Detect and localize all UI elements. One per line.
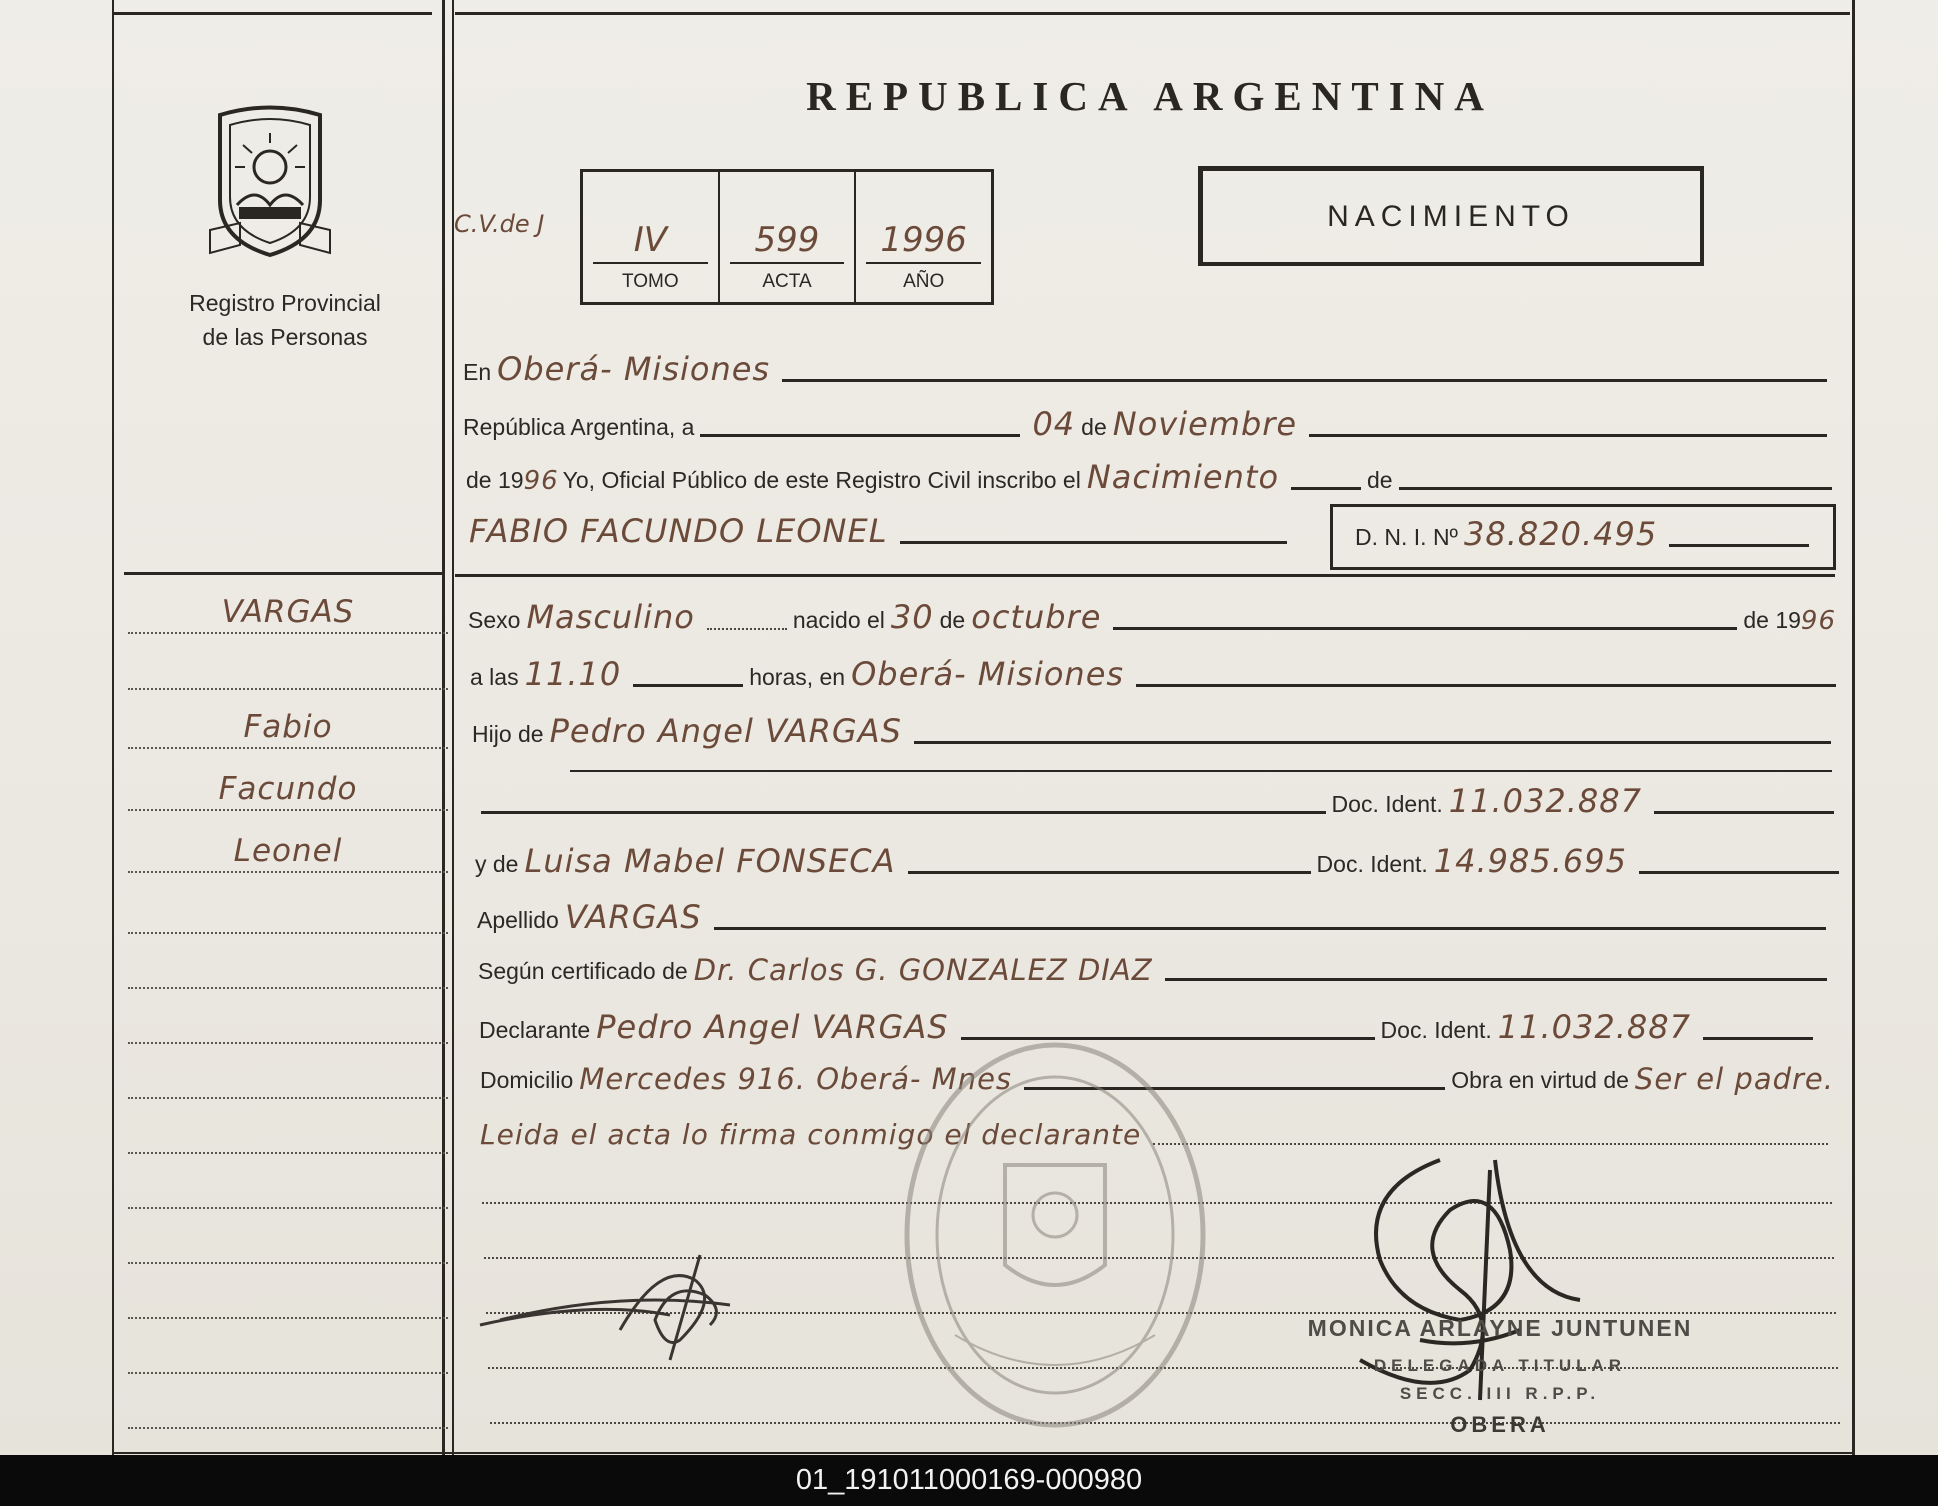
margin-note-row [128, 1100, 448, 1154]
nacido-label: nacido el [792, 607, 885, 633]
row-madre [475, 842, 1845, 880]
sexo-label: Sexo [468, 607, 521, 633]
right-border [1852, 0, 1855, 1455]
left-section-rule [124, 572, 442, 575]
provincia-misiones-seal-icon [205, 105, 335, 260]
file-id-caption: 01_191011000169-000980 [0, 1455, 1938, 1506]
margin-note-row [128, 819, 448, 873]
place-value: Oberá- Misiones [497, 350, 771, 388]
domicilio-label: Domicilio [480, 1067, 574, 1093]
declarant-signature-icon [470, 1220, 790, 1370]
de-label-3: de [939, 607, 966, 633]
month-value: Noviembre [1112, 405, 1298, 443]
day-value: 04 [1032, 405, 1076, 443]
country-title: REPUBLICA ARGENTINA [806, 73, 1494, 119]
hour-value: 11.10 [524, 655, 622, 693]
obra-value: Ser el padre. [1634, 1062, 1834, 1096]
margin-note-row [128, 695, 448, 749]
de-label-2: de [1367, 467, 1393, 493]
declarante-doc-label: Doc. Ident. [1380, 1017, 1492, 1043]
row-nombre [463, 512, 1293, 550]
margin-note-row [128, 1210, 448, 1264]
act-type-value: Nacimiento [1086, 458, 1280, 496]
margin-note-name-2: Facundo [218, 771, 358, 807]
birth-year-value: 96 [1800, 606, 1836, 636]
top-rule-right [455, 12, 1850, 15]
margin-note-surname: VARGAS [221, 594, 355, 630]
row-inscripcion [466, 458, 1838, 496]
margin-note-row [128, 1045, 448, 1099]
dni-label: D. N. I. Nº [1355, 524, 1458, 550]
official-block [1270, 1315, 1730, 1438]
domicilio-value: Mercedes 916. Oberá- Mnes [579, 1062, 1013, 1096]
anio-value: 1996 [880, 220, 967, 260]
declarante-label: Declarante [479, 1017, 591, 1043]
declarante-value: Pedro Angel VARGAS [596, 1008, 949, 1046]
father-doc-value: 11.032.887 [1448, 782, 1642, 820]
margin-note-row [128, 1320, 448, 1374]
birth-day-value: 30 [890, 598, 934, 636]
obra-label: Obra en virtud de [1451, 1067, 1629, 1093]
father-value: Pedro Angel VARGAS [549, 712, 902, 750]
apellido-value: VARGAS [564, 898, 702, 936]
margin-note-row [128, 990, 448, 1044]
child-name-value: FABIO FACUNDO LEONEL [469, 512, 888, 550]
tomo-cell [583, 172, 718, 302]
father-continuation-line [570, 770, 1832, 772]
margin-note-row [128, 880, 448, 934]
sexo-value: Masculino [526, 598, 695, 636]
registry-name [140, 286, 430, 354]
bottom-rule [112, 1452, 1852, 1454]
document-type: NACIMIENTO [1327, 200, 1575, 233]
main-section-rule [455, 574, 1835, 577]
apellido-label: Apellido [477, 907, 559, 933]
doctor-value: Dr. Carlos G. GONZALEZ DIAZ [693, 953, 1153, 987]
row-hora [470, 655, 1842, 693]
de-label: de [1081, 414, 1107, 440]
dni-value: 38.820.495 [1463, 515, 1658, 553]
segun-label: Según certificado de [478, 958, 688, 984]
official-title: DELEGADA TITULAR [1373, 1356, 1627, 1375]
a-las-label: a las [470, 664, 519, 690]
de19-label: de 19 [466, 467, 524, 493]
de19b-label: de 19 [1743, 607, 1801, 633]
margin-note-name-3: Leonel [233, 833, 343, 869]
margin-note-row [128, 935, 448, 989]
registry-stamp-icon [895, 1035, 1215, 1435]
row-sexo [468, 598, 1840, 636]
registration-box [580, 169, 994, 305]
margin-note-row [128, 1155, 448, 1209]
top-rule-left [112, 12, 432, 15]
official-section: SECC. III R.P.P. [1399, 1384, 1601, 1403]
yo-label: Yo, Oficial Público de este Registro Civil inscribo el [562, 467, 1081, 493]
document-type-box [1198, 166, 1704, 266]
row-apellido [477, 898, 1832, 936]
declarante-doc-value: 11.032.887 [1497, 1008, 1691, 1046]
closing-value: Leida el acta lo firma conmigo el declarante [480, 1118, 1142, 1151]
margin-note-name-1: Fabio [243, 709, 333, 745]
row-certificado [478, 953, 1833, 987]
dni-box [1330, 504, 1836, 570]
cv-note: C.V.de J [454, 210, 545, 238]
margin-note-row [128, 1375, 448, 1429]
acta-label: ACTA [762, 271, 812, 292]
left-border [112, 0, 114, 1455]
y-de-label: y de [475, 851, 519, 877]
margin-note-row [128, 757, 448, 811]
birth-month-value: octubre [971, 598, 1102, 636]
mother-value: Luisa Mabel FONSECA [524, 842, 896, 880]
anio-label: AÑO [903, 271, 945, 292]
acta-cell [718, 172, 855, 302]
birth-place-value: Oberá- Misiones [851, 655, 1125, 693]
anio-cell [854, 172, 991, 302]
row-lugar [463, 350, 1833, 388]
acta-value: 599 [754, 220, 820, 260]
en-label: En [463, 359, 492, 385]
official-name: MONICA ARLAYNE JUNTUNEN [1307, 1315, 1693, 1341]
tomo-value: IV [633, 220, 667, 260]
margin-note-row [128, 1265, 448, 1319]
mother-doc-value: 14.985.695 [1433, 842, 1627, 880]
margin-note-row [128, 636, 448, 690]
row-padre [472, 712, 1837, 750]
row-fecha [463, 405, 1833, 443]
horas-label: horas, en [749, 664, 846, 690]
father-doc-label: Doc. Ident. [1331, 791, 1443, 817]
year-value: 96 [523, 466, 559, 496]
tomo-label: TOMO [622, 271, 679, 292]
mother-doc-label: Doc. Ident. [1316, 851, 1428, 877]
registry-line-2: de las Personas [202, 324, 368, 350]
hijo-label: Hijo de [472, 721, 544, 747]
margin-note-row [128, 580, 448, 634]
republica-label: República Argentina, a [463, 414, 695, 440]
registry-line-1: Registro Provincial [189, 290, 381, 316]
row-padre-doc [475, 782, 1840, 820]
official-office: OBERA [1450, 1412, 1550, 1437]
